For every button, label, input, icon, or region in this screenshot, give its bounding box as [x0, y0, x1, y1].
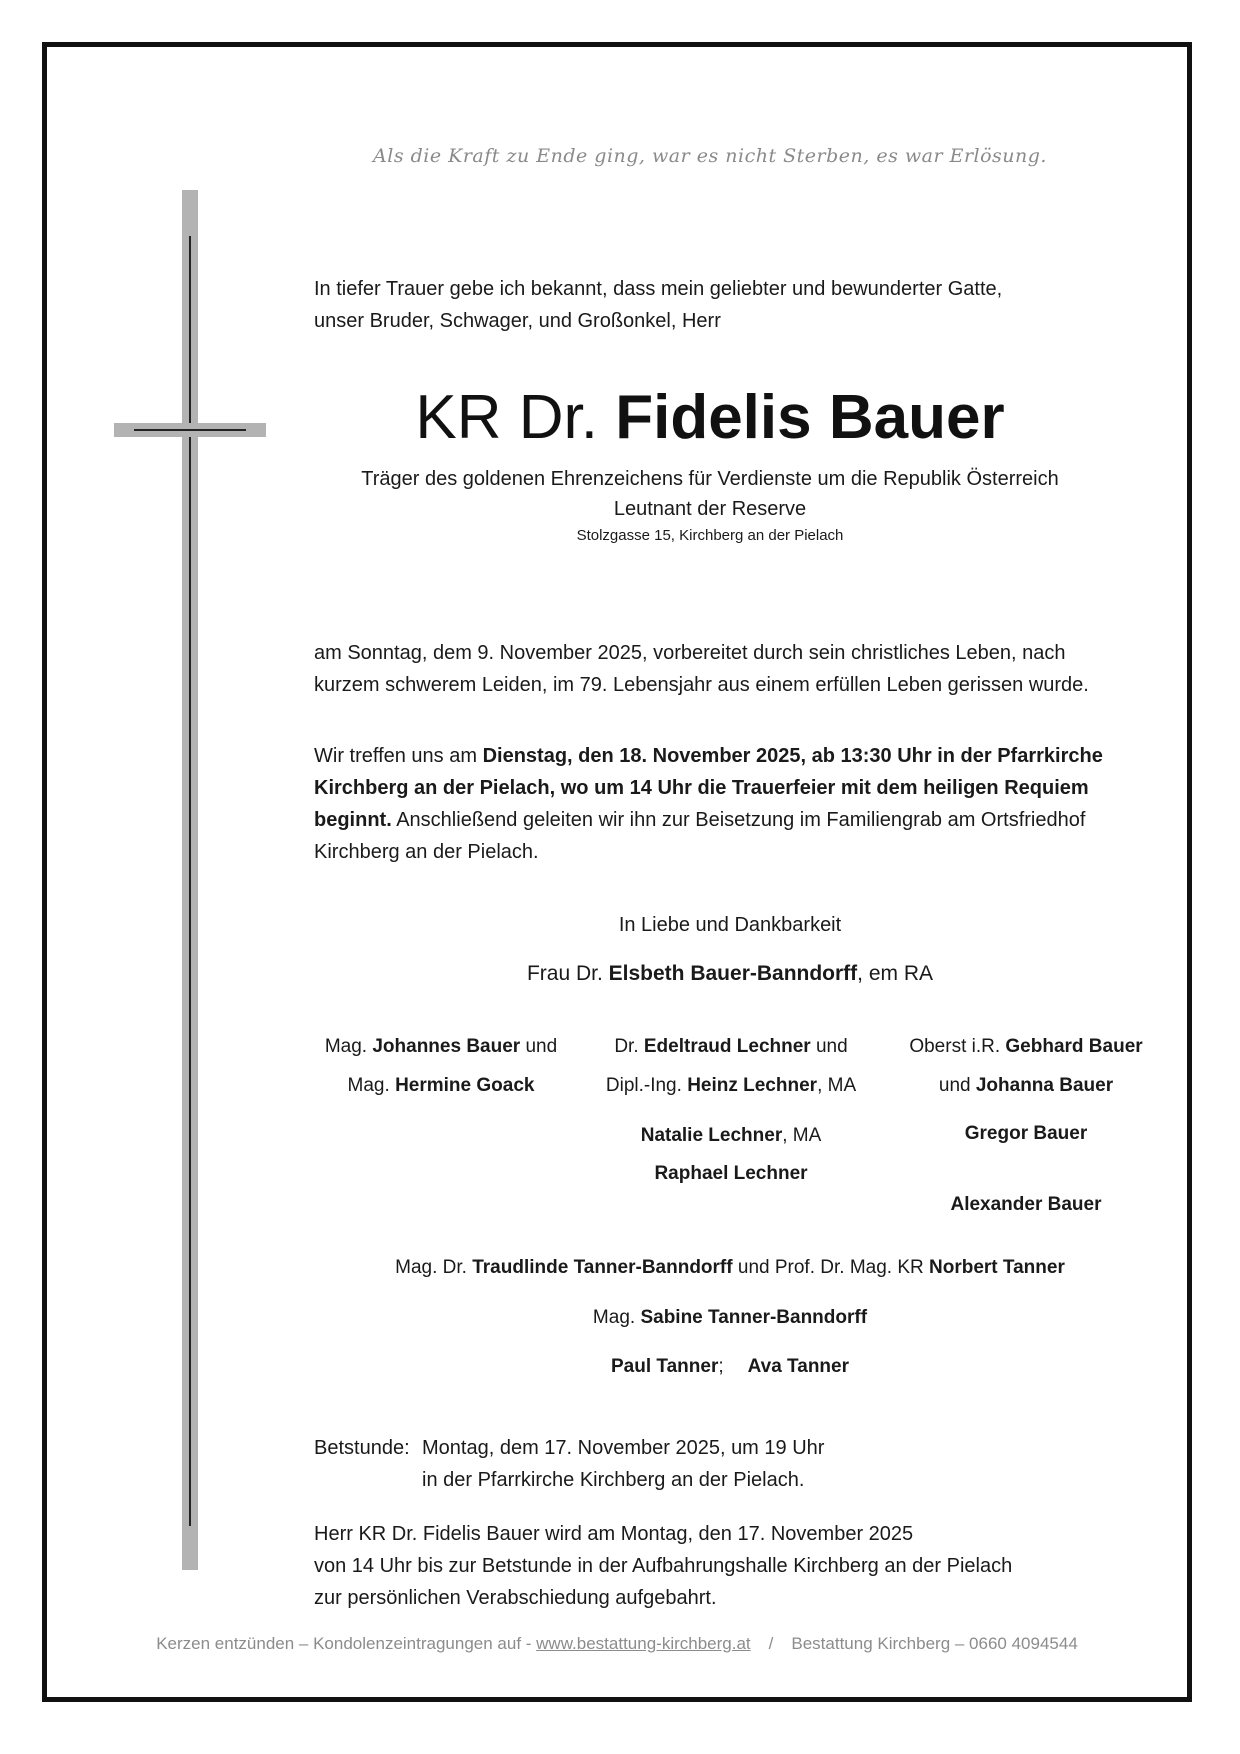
tanner-line-2: Mag. Sabine Tanner-Banndorff	[592, 1307, 868, 1328]
family-c2: und Johanna Bauer	[938, 1075, 1114, 1096]
deceased-title: KR Dr.	[415, 383, 598, 452]
family-a1: Mag. Johannes Bauer und	[324, 1036, 558, 1057]
footer: Kerzen entzünden – Kondolenzeintragungen auf - www.bestattung-kirchberg.at / Bestattung Kirchberg – 0660 4094544	[156, 1634, 1078, 1653]
cross-horizontal-line	[134, 429, 246, 431]
tanner-line-1: Mag. Dr. Traudlinde Tanner-Banndorff und Prof. Dr. Mag. KR Norbert Tanner	[395, 1257, 1065, 1278]
intro-text	[314, 273, 1134, 337]
thanks-line: In Liebe und Dankbarkeit	[618, 914, 842, 936]
death-notice	[314, 637, 1134, 701]
family-c3: Gregor Bauer	[964, 1123, 1088, 1144]
deceased-name	[300, 378, 1120, 458]
motto-quote: Als die Kraft zu Ende ging, war es nicht Sterben, es war Erlösung.	[373, 145, 1047, 167]
prayer-hour: Betstunde: Montag, dem 17. November 2025, um 19 Uhr in der Pfarrkirche Kirchberg an der Pielach.	[314, 1432, 1134, 1496]
address-line: Stolzgasse 15, Kirchberg an der Pielach	[576, 527, 844, 544]
viewing-info: Herr KR Dr. Fidelis Bauer wird am Montag, den 17. November 2025 von 14 Uhr bis zur Betstunde in der Aufbahrungshalle Kirchberg an der Pielach zur persönlichen Verabschiedung aufgebahrt.	[314, 1523, 1013, 1609]
widow-line: Frau Dr. Elsbeth Bauer-Banndorff, em RA	[526, 962, 934, 985]
honor-line: Träger des goldenen Ehrenzeichens für Verdienste um die Republik Österreich	[361, 468, 1059, 490]
family-b1: Dr. Edeltraud Lechner und	[614, 1036, 848, 1057]
funeral-info: Wir treffen uns am Dienstag, den 18. November 2025, ab 13:30 Uhr in der Pfarrkirche Kirchberg an der Pielach, wo um 14 Uhr die Trauerfeier mit dem heiligen Requiem beginnt. Anschließend geleiten wir ihn zur Beisetzung im Familiengrab am Ortsfriedhof Kirchberg an der Pielach.	[314, 745, 1103, 863]
intro-line: In tiefer Trauer gebe ich bekannt, dass mein geliebter und bewunderter Gatte,	[314, 278, 1003, 300]
family-c4: Alexander Bauer	[950, 1194, 1102, 1215]
family-b4: Raphael Lechner	[654, 1163, 808, 1184]
intro-line: unser Bruder, Schwager, und Großonkel, Herr	[314, 310, 721, 332]
tanner-line-3: Paul Tanner; Ava Tanner	[611, 1356, 849, 1377]
deceased-fullname: Fidelis Bauer	[615, 383, 1005, 452]
family-b3: Natalie Lechner, MA	[640, 1125, 822, 1146]
death-line: am Sonntag, dem 9. November 2025, vorbereitet durch sein christliches Leben, nach	[314, 642, 1066, 664]
rank-line: Leutnant der Reserve	[613, 498, 807, 520]
death-line: kurzem schwerem Leiden, im 79. Lebensjahr aus einem erfüllen Leben gerissen wurde.	[314, 674, 1089, 696]
family-a2: Mag. Hermine Goack	[347, 1075, 535, 1096]
prayer-label: Betstunde:	[314, 1437, 410, 1459]
family-b2: Dipl.-Ing. Heinz Lechner, MA	[605, 1075, 857, 1096]
website-link[interactable]: www.bestattung-kirchberg.at	[536, 1634, 751, 1653]
family-c1: Oberst i.R. Gebhard Bauer	[909, 1036, 1143, 1057]
